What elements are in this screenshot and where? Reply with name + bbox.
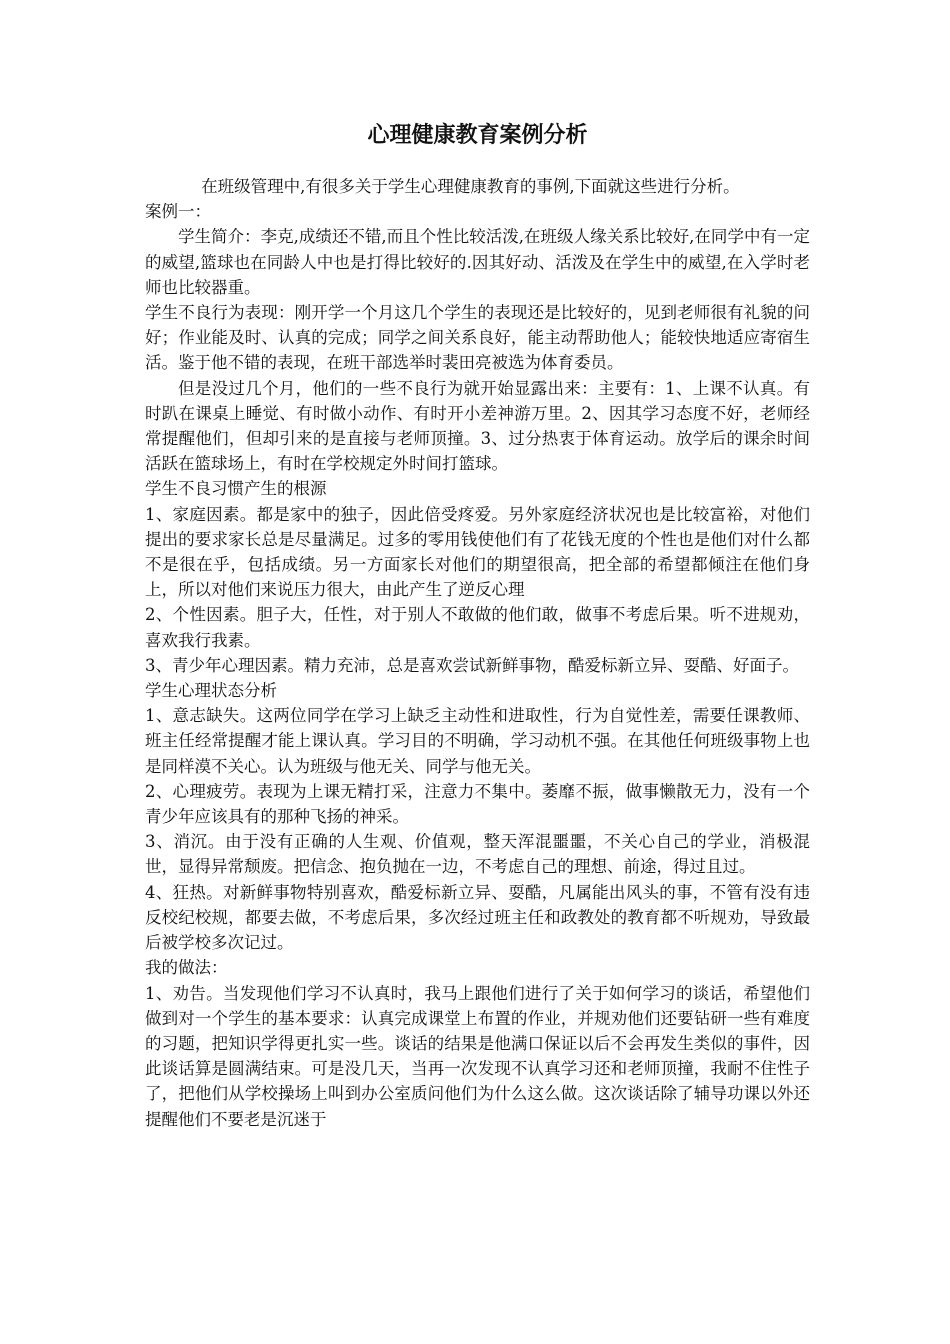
problem-paragraph: 但是没过几个月，他们的一些不良行为就开始显露出来：主要有：1、上课不认真。有时趴在课桌上睡觉、有时做小动作、有时开小差神游万里。2、因其学习态度不好，老师经常提醒他们，但却引来的是直接与老师顶撞。3、过分热衷于体育运动。放学后的课余时间活跃在篮球场上，有时在学校规定外时间打篮球。 bbox=[145, 378, 810, 474]
cause-item-3: 3、青少年心理因素。精力充沛，总是喜欢尝试新鲜事物，酷爱标新立异、耍酷、好面子。 bbox=[145, 655, 799, 675]
cause-item-1: 1、家庭因素。都是家中的独子，因此倍受疼爱。另外家庭经济状况也是比较富裕，对他们提出的要求家长总是尽量满足。过多的零用钱使他们有了花钱无度的个性也是他们对什么都不是很在乎，包括成绩。另一方面家长对他们的期望很高，把全部的希望都倾注在他们身上，所以对他们来说压力很大，由此产生了逆反心理 bbox=[145, 504, 810, 600]
analysis-item-3: 3、消沉。由于没有正确的人生观、价值观，整天浑混噩噩，不关心自己的学业，消极混世，显得异常颓废。把信念、抱负抛在一边，不考虑自己的理想、前途，得过且过。 bbox=[145, 832, 810, 877]
analysis-item-4: 4、狂热。对新鲜事物特别喜欢，酷爱标新立异、耍酷，凡属能出风头的事，不管有没有违反校纪校规，都要去做，不考虑后果，多次经过班主任和政教处的教育都不听规劝，导致最后被学校多次记过。 bbox=[145, 882, 810, 953]
section-heading-analysis: 学生心理状态分析 bbox=[145, 681, 277, 701]
intro-paragraph: 在班级管理中,有很多关于学生心理健康教育的事例,下面就这些进行分析。 bbox=[201, 177, 740, 196]
analysis-item-2: 2、心理疲劳。表现为上课无精打采，注意力不集中。萎靡不振，做事懒散无力，没有一个青少年应该具有的那种飞扬的神采。 bbox=[145, 781, 810, 827]
behavior-paragraph: 学生不良行为表现：刚开学一个月这几个学生的表现还是比较好的，见到老师很有礼貌的问好；作业能及时、认真的完成；同学之间关系良好，能主动帮助他人；能较快地适应寄宿生活。鉴于他不错的表现，在班干部选举时裴田亮被选为体育委员。 bbox=[145, 303, 810, 373]
cause-item-2: 2、个性因素。胆子大，任性，对于别人不敢做的他们敢，做事不考虑后果。听不进规劝，喜欢我行我素。 bbox=[145, 605, 810, 650]
section-heading-causes: 学生不良习惯产生的根源 bbox=[145, 479, 327, 499]
document-title: 心理健康教育案例分析 bbox=[367, 123, 588, 148]
approach-item-1: 1、劝告。当发现他们学习不认真时，我马上跟他们进行了关于如何学习的谈话，希望他们做到对一个学生的基本要求：认真完成课堂上布置的作业，并规劝他们还要钻研一些有难度的习题，把知识学得更扎实一些。谈话的结果是他满口保证以后不会再发生类似的事件，因此谈话算是圆满结束。可是没几天，当再一次发现不认真学习还和老师顶撞，我耐不住性子了，把他们从学校操场上叫到办公室质问他们为什么这么做。这次谈话除了辅导功课以外还提醒他们不要老是沉迷于 bbox=[145, 983, 810, 1129]
case-heading: 案例一： bbox=[145, 202, 211, 222]
student-profile-paragraph: 学生简介：李克,成绩还不错,而且个性比较活泼,在班级人缘关系比较好,在同学中有一定的威望,篮球也在同龄人中也是打得比较好的.因其好动、活泼及在学生中的威望,在入学时老师也比较器重。 bbox=[145, 227, 810, 297]
document-body bbox=[145, 174, 810, 1132]
section-heading-approach: 我的做法： bbox=[145, 958, 228, 978]
analysis-item-1: 1、意志缺失。这两位同学在学习上缺乏主动性和进取性，行为自觉性差，需要任课教师、班主任经常提醒才能上课认真。学习目的不明确，学习动机不强。在其他任何班级事物上也是同样漠不关心。认为班级与他无关、同学与他无关。 bbox=[145, 706, 810, 776]
